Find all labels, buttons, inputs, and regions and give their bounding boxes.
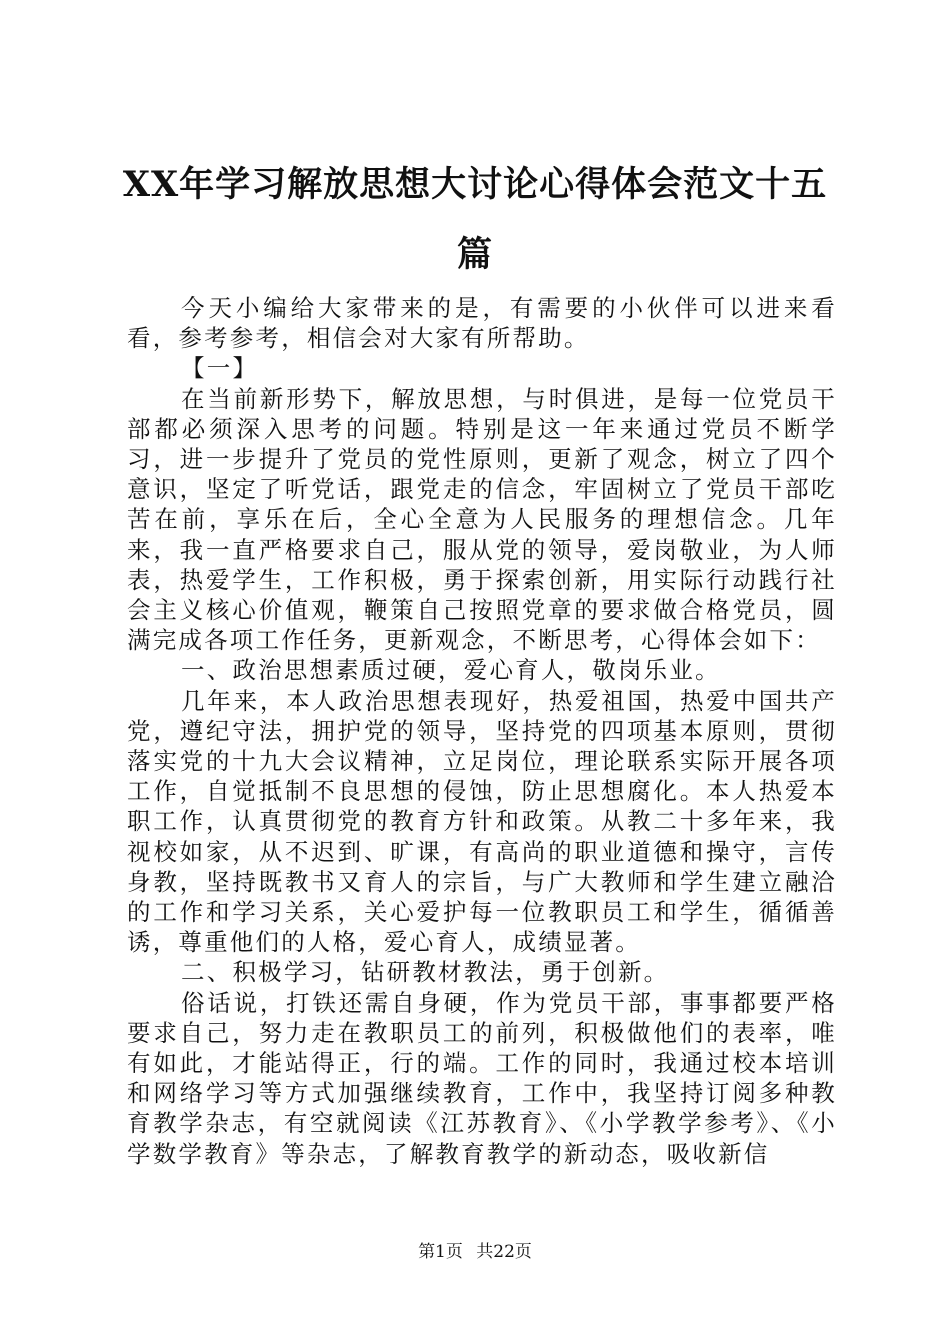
document-title: XX年学习解放思想大讨论心得体会范文十五篇 <box>122 164 828 275</box>
page-footer <box>0 1240 950 1264</box>
intro-paragraph: 今天小编给大家带来的是，有需要的小伙伴可以进来看看，参考参考，相信会对大家有所帮助。 <box>127 294 837 353</box>
document-body <box>127 293 837 1169</box>
body-paragraph: 在当前新形势下，解放思想，与时俱进，是每一位党员干部都必须深入思考的问题。特别是这一年来通过党员不断学习，进一步提升了党员的党性原则，更新了观念，树立了四个意识，坚定了听党话，跟党走的信念，牢固树立了党员干部吃苦在前，享乐在后，全心全意为人民服务的理想信念。几年来，我一直严格要求自己，服从党的领导，爱岗敬业，为人师表，热爱学生，工作积极，勇于探索创新，用实际行动践行社会主义核心价值观，鞭策自己按照党章的要求做合格党员，圆满完成各项工作任务，更新观念，不断思考，心得体会如下： <box>127 384 837 655</box>
body-paragraph: 几年来，本人政治思想表现好，热爱祖国，热爱中国共产党，遵纪守法，拥护党的领导，坚持党的四项基本原则，贯彻落实党的十九大会议精神，立足岗位，理论联系实际开展各项工作，自觉抵制不良思想的侵蚀，防止思想腐化。本人热爱本职工作，认真贯彻党的教育方针和政策。从教二十多年来，我视校如家，从不迟到、旷课，有高尚的职业道德和操守，言传身教，坚持既教书又育人的宗旨，与广大教师和学生建立融洽的工作和学习关系，关心爱护每一位教职员工和学生，循循善诱，尊重他们的人格，爱心育人，成绩显著。 <box>127 686 837 957</box>
section-heading: 二、积极学习，钻研教材教法，勇于创新。 <box>181 958 670 987</box>
section-marker: 【一】 <box>181 354 259 383</box>
page-total: 共22页 <box>476 1242 532 1262</box>
section-heading: 一、政治思想素质过硬，爱心育人，敬岗乐业。 <box>181 656 721 685</box>
body-paragraph: 俗话说，打铁还需自身硬，作为党员干部，事事都要严格要求自己，努力走在教职员工的前列，积极做他们的表率，唯有如此，才能站得正，行的端。工作的同时，我通过校本培训和网络学习等方式加强继续教育，工作中，我坚持订阅多种教育教学杂志，有空就阅读《江苏教育》、《小学教学参考》、《小学数学教育》等杂志，了解教育教学的新动态，吸收新信 <box>127 988 837 1168</box>
page-number: 第1页 <box>418 1242 463 1262</box>
